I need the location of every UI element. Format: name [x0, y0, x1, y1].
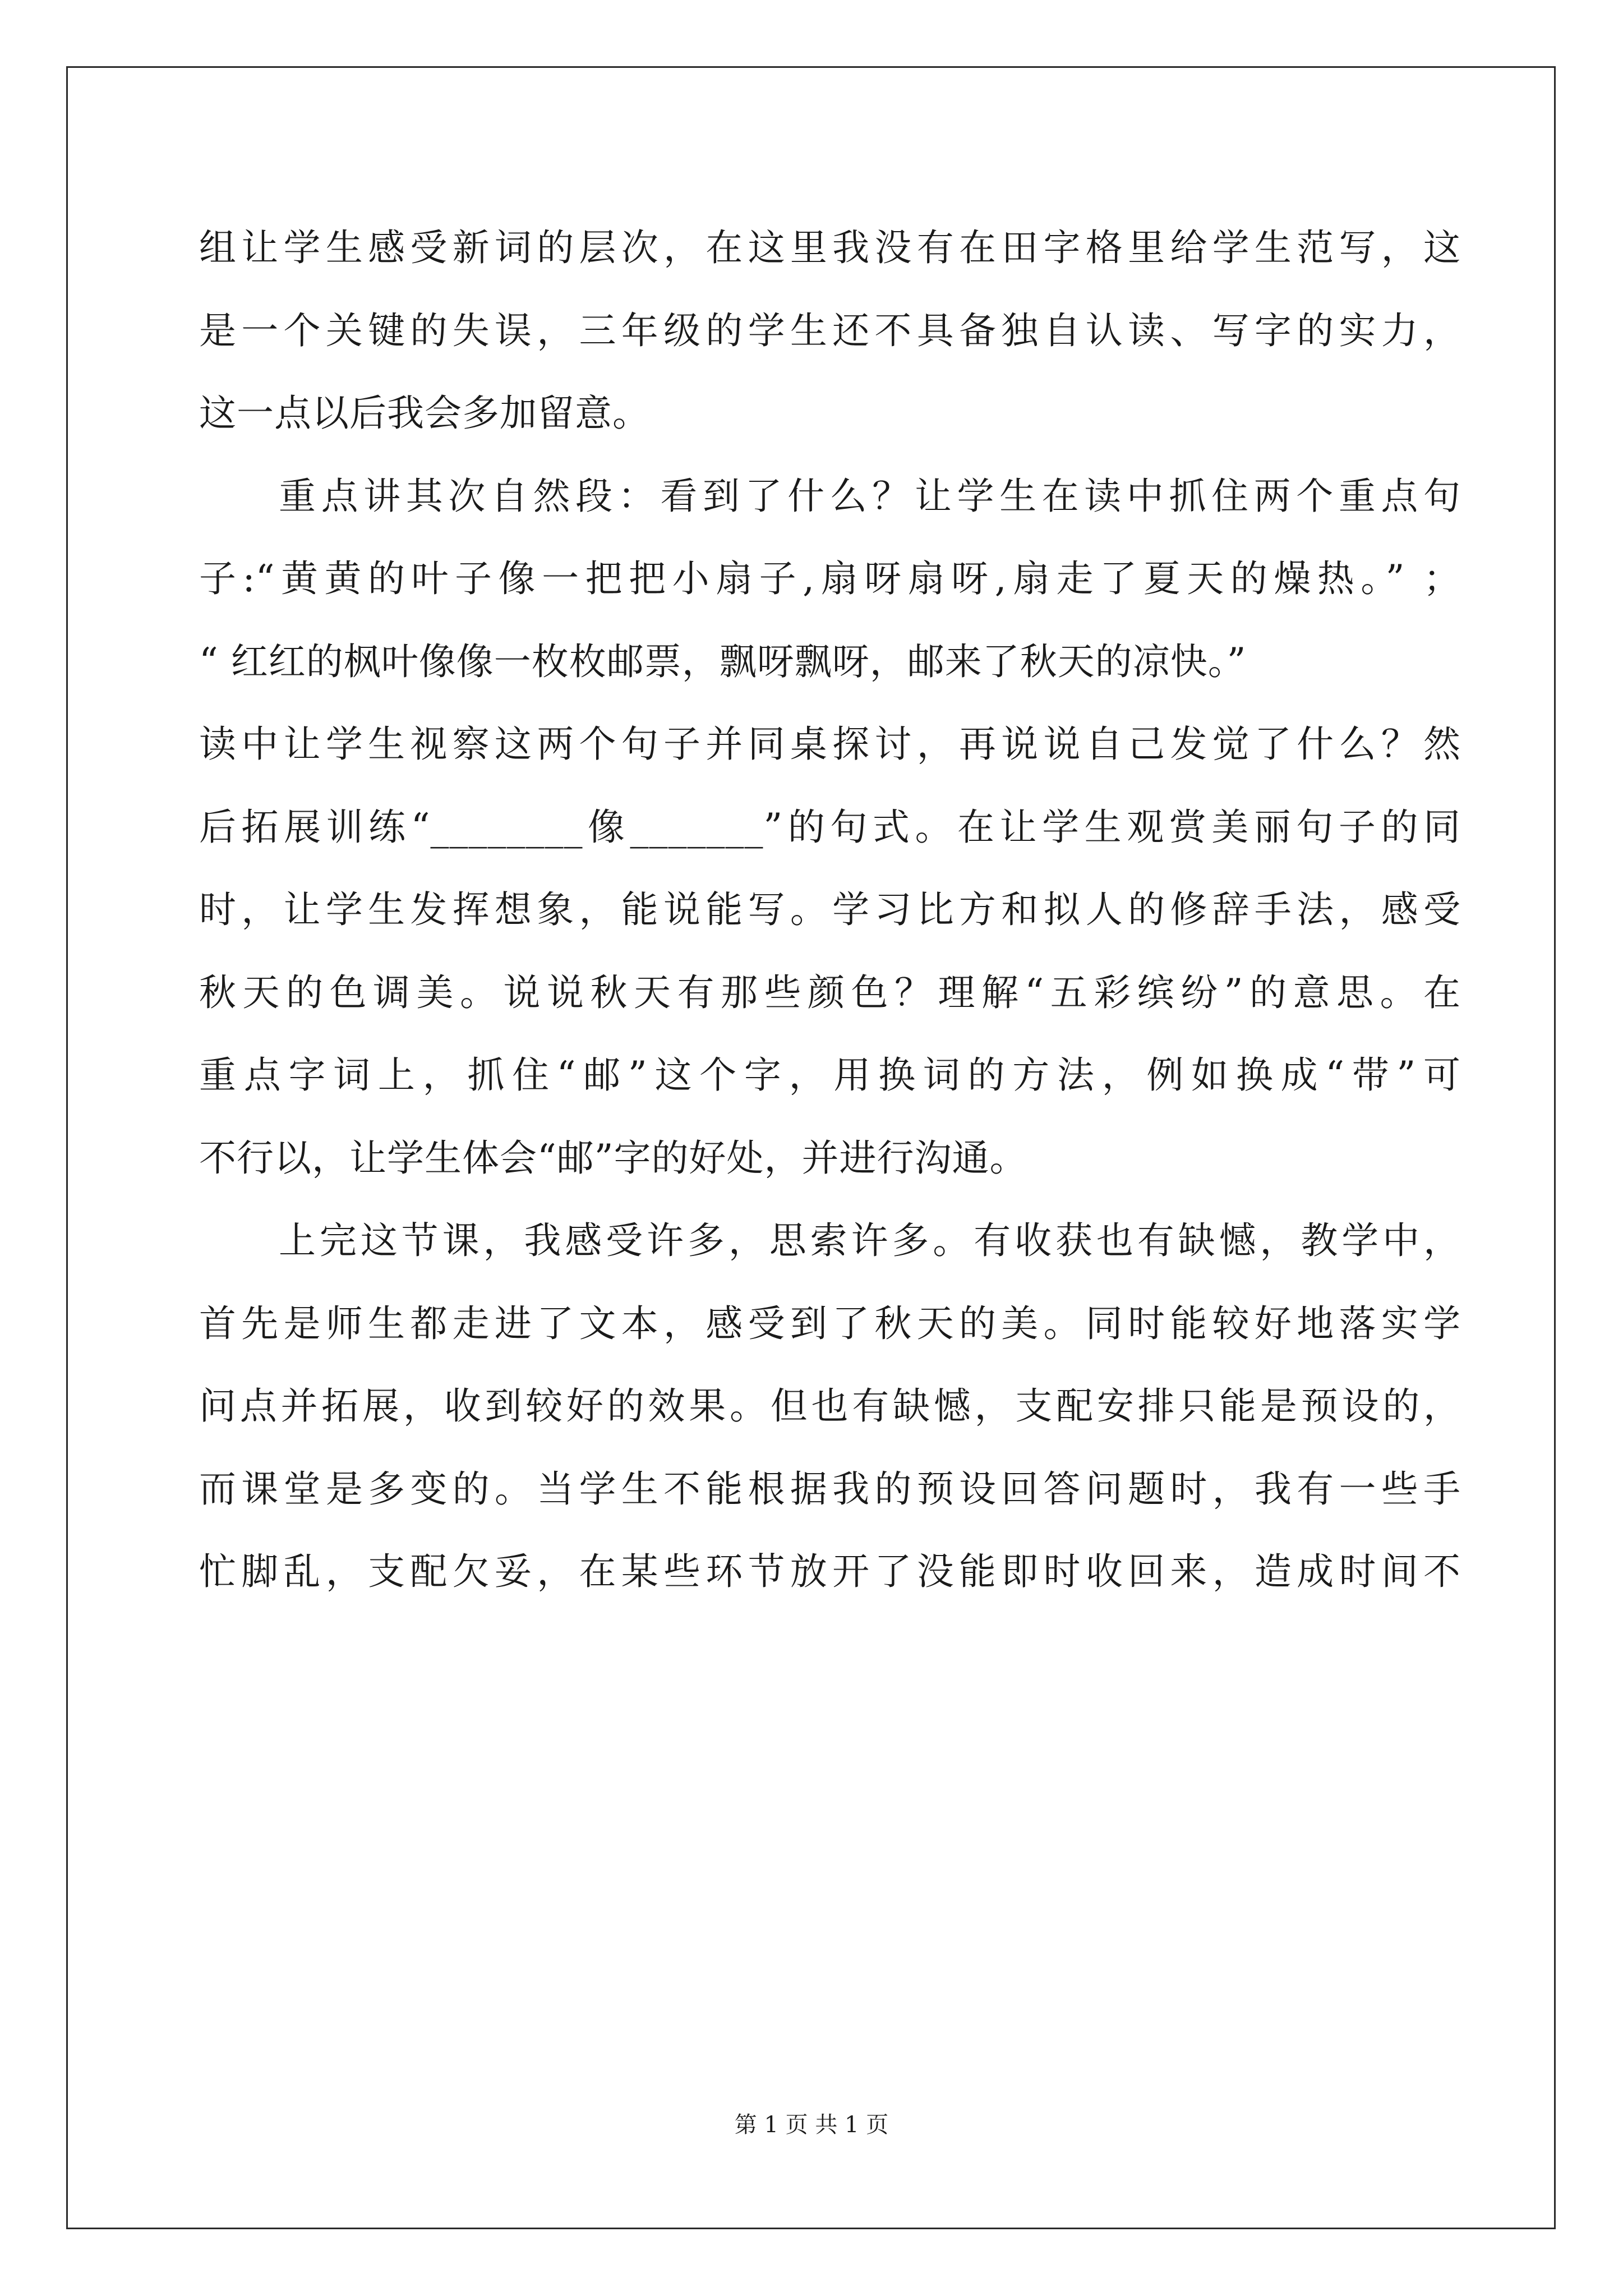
text-line-17: 忙脚乱，支配欠妥，在某些环节放开了没能即时收回来，造成时间不	[199, 1550, 1461, 1593]
text-line-3: 这一点以后我会多加留意。	[199, 392, 650, 435]
text-line-13: 上完这节课，我感受许多，思索许多。有收获也有缺憾，教学中，	[279, 1219, 1461, 1262]
page-number-label: 第 1 页 共 1 页	[734, 2112, 889, 2138]
text-line-10: 秋天的色调美。说说秋天有那些颜色？理解“五彩缤纷”的意思。在	[199, 970, 1461, 1014]
text-line-11: 重点字词上，抓住“邮”这个字，用换词的方法，例如换成“带”可	[199, 1053, 1461, 1097]
text-line-15: 问点并拓展，收到较好的效果。但也有缺憾，支配安排只能是预设的，	[199, 1384, 1461, 1428]
text-line-9: 时，让学生发挥想象，能说能写。学习比方和拟人的修辞手法，感受	[199, 888, 1461, 931]
text-line-14: 首先是师生都走进了文本，感受到了秋天的美。同时能较好地落实学	[199, 1301, 1461, 1345]
text-line-6: “ 红红的枫叶像像一枚枚邮票，飘呀飘呀，邮来了秋天的凉快。”	[199, 639, 1247, 683]
text-line-2: 是一个关键的失误，三年级的学生还不具备独自认读、写字的实力，	[199, 309, 1461, 352]
text-line-12: 不行以，让学生体会“邮”字的好处，并进行沟通。	[199, 1136, 1027, 1180]
text-line-5: 子:“黄黄的叶子像一把把小扇子,扇呀扇呀,扇走了夏天的燥热。” ；	[199, 557, 1461, 600]
text-line-4: 重点讲其次自然段：看到了什么？让学生在读中抓住两个重点句	[279, 474, 1461, 518]
text-line-8: 后拓展训练“________像_______”的句式。在让学生观赏美丽句子的同	[199, 805, 1461, 849]
text-line-16: 而课堂是多变的。当学生不能根据我的预设回答问题时，我有一些手	[199, 1467, 1461, 1511]
page-footer	[0, 2108, 1623, 2142]
text-line-1: 组让学生感受新词的层次，在这里我没有在田字格里给学生范写，这	[199, 226, 1461, 269]
text-line-7: 读中让学生视察这两个句子并同桌探讨，再说说自己发觉了什么？然	[199, 723, 1461, 766]
document-body	[199, 206, 1461, 1613]
